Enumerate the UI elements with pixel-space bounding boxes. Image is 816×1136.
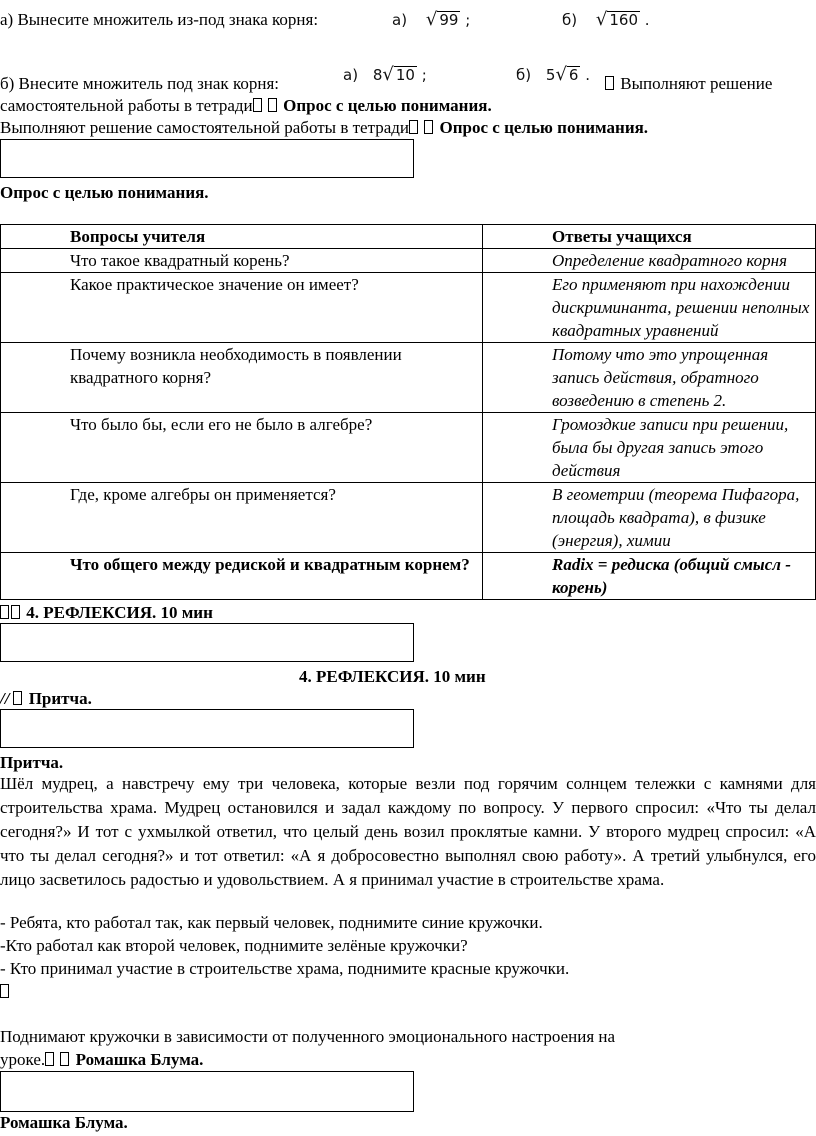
task-b-prefix: б) Внесите множитель под знак корня: [0, 74, 279, 93]
answer-cell: Громоздкие записи при решении, была бы другая запись этого действия [483, 413, 816, 483]
task-b-trail: Выполняют решение [605, 73, 772, 95]
missing-glyph-icon [60, 1052, 69, 1066]
answer-cell: Потому что это упрощенная запись действия, обратного возведению в степень 2. [483, 343, 816, 413]
task-a-prefix: а) Вынесите множитель из-под знака корня: [0, 10, 319, 29]
missing-glyph-icon [0, 605, 9, 619]
table-row [1, 483, 816, 553]
missing-glyph-icon [0, 984, 9, 998]
answer-cell: Его применяют при нахождении дискриминанта, решении неполных квадратных уравнений [483, 273, 816, 343]
empty-frame [0, 139, 414, 178]
missing-glyph-icon [409, 120, 418, 134]
sqrt-symbol-icon: √ [382, 64, 394, 85]
missing-glyph-icon [13, 691, 22, 705]
parable-heading: Притча. [0, 753, 64, 772]
closing-heading: Ромашка Блума. [0, 1113, 128, 1132]
task-b-expression-1: а) 8√ 10 ; [343, 64, 427, 85]
empty-frame [0, 709, 414, 748]
parable-text: Шёл мудрец, а навстречу ему три человека, которые везли под горячим солнцем тележки с камнями для строительства храма. Мудрец остановился и задал каждому по вопросу. У первого спросил: «Что ты делал сегодня?» И тот с ухмылкой ответил, что целый день возил проклятые камни. У второго мудрец спросил: «А что ты делал сегодня?» и тот ответил: «А я добросовестно выполнял свою работу». А третий улыбнулся, его лицо засветилось радостью и удовольствием. А я принимал участие в строительстве храма. [0, 774, 816, 889]
table-row [1, 249, 816, 273]
task-b-line-3: Выполняют решение самостоятельной работы в тетради Опрос с целью понимания. [0, 118, 649, 137]
question-cell: Что общего между редиской и квадратным корнем? [1, 553, 483, 600]
reflection-marker-line: 4. РЕФЛЕКСИЯ. 10 мин [0, 602, 213, 624]
table-header-row [1, 225, 816, 249]
empty-frame [0, 623, 414, 662]
table-row [1, 343, 816, 413]
section-heading-opros: Опрос с целью понимания. [0, 183, 209, 202]
reflection-heading: 4. РЕФЛЕКСИЯ. 10 мин [299, 667, 486, 686]
radicand: 10 [395, 66, 415, 84]
task-b-line [0, 73, 279, 95]
question-blue: - Ребята, кто работал так, как первый человек, поднимите синие кружочки. [0, 913, 543, 932]
question-cell: Что было бы, если его не было в алгебре? [1, 413, 483, 483]
question-cell: Почему возникла необходимость в появлении квадратного корня? [1, 343, 483, 413]
parable-marker-line: // Притча. [0, 689, 92, 708]
missing-glyph-icon [268, 98, 277, 112]
missing-glyph-icon [11, 605, 20, 619]
missing-glyph-icon [45, 1052, 54, 1066]
table-header-questions: Вопросы учителя [1, 225, 483, 249]
missing-glyph-icon: // [0, 689, 10, 708]
qa-table [0, 224, 816, 600]
marker-line [0, 981, 11, 1003]
sqrt-symbol-icon: √ [595, 9, 608, 30]
question-cell: Какое практическое значение он имеет? [1, 273, 483, 343]
task-b-expression-2: б) 5√ 6 . [516, 64, 591, 85]
closing-line-2: уроке. Ромашка Блума. [0, 1050, 204, 1069]
question-cell: Что такое квадратный корень? [1, 249, 483, 273]
table-header-answers: Ответы учащихся [483, 225, 816, 249]
table-row [1, 273, 816, 343]
answer-cell: В геометрии (теорема Пифагора, площадь квадрата), в физике (энергия), химии [483, 483, 816, 553]
task-b-line-2: самостоятельной работы в тетради Опрос с целью понимания. [0, 96, 492, 115]
radicand: 160 [609, 11, 639, 29]
missing-glyph-icon [605, 76, 614, 90]
table-row [1, 413, 816, 483]
answer-cell: Radix = редиска (общий смысл - корень) [483, 553, 816, 600]
question-cell: Где, кроме алгебры он применяется? [1, 483, 483, 553]
missing-glyph-icon [253, 98, 262, 112]
sqrt-symbol-icon: √ [425, 9, 438, 30]
empty-frame [0, 1071, 414, 1112]
task-a-expression-1: а) √ 99 ; [392, 9, 471, 30]
answer-cell: Определение квадратного корня [483, 249, 816, 273]
sqrt-symbol-icon: √ [555, 64, 567, 85]
question-red: - Кто принимал участие в строительстве храма, поднимите красные кружочки. [0, 959, 570, 978]
question-green: -Кто работал как второй человек, поднимите зелёные кружочки? [0, 936, 468, 955]
radicand: 6 [568, 66, 579, 84]
table-row [1, 553, 816, 600]
radicand: 99 [439, 11, 459, 29]
task-a-expression-2: б) √ 160 . [562, 9, 650, 30]
missing-glyph-icon [424, 120, 433, 134]
closing-line-1: Поднимают кружочки в зависимости от полученного эмоционального настроения на [0, 1027, 616, 1046]
task-a-line [0, 9, 318, 31]
